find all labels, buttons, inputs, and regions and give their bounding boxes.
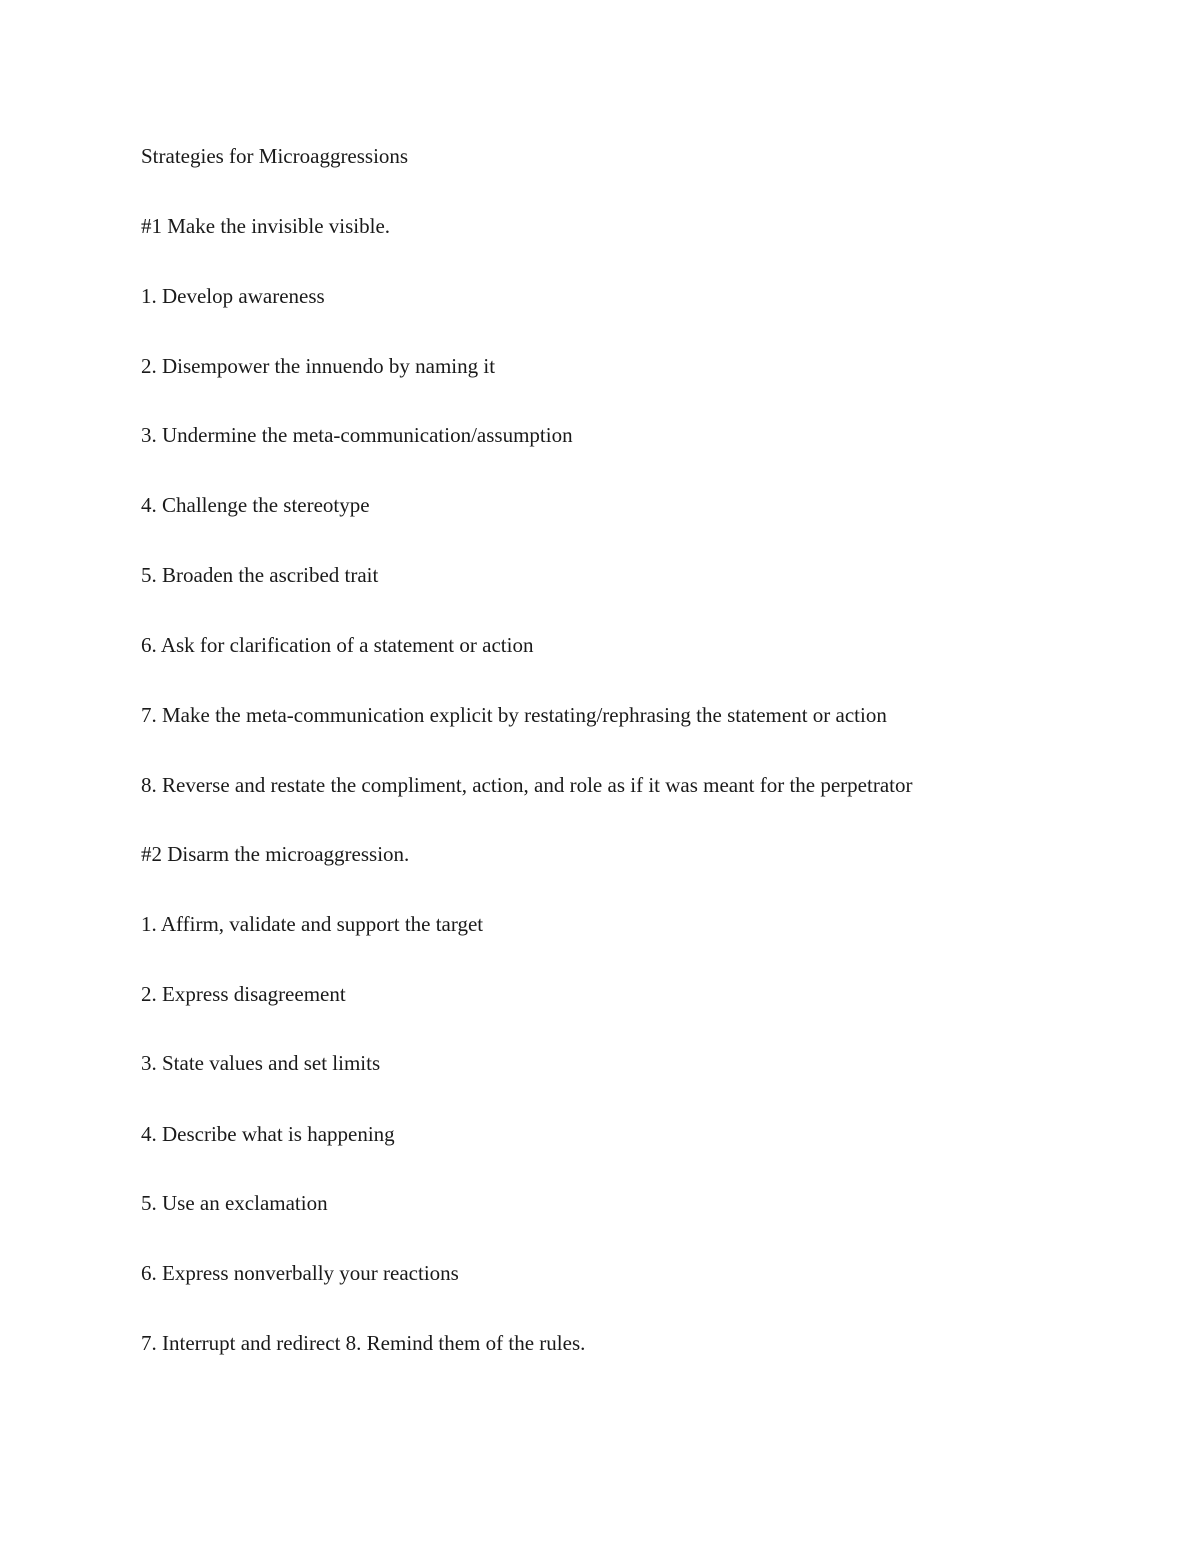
list-item: 4. Describe what is happening (141, 1122, 395, 1146)
list-item: 1. Affirm, validate and support the target (141, 912, 484, 936)
section-heading-2: #2 Disarm the microaggression. (141, 842, 410, 866)
list-item: 2. Express disagreement (141, 982, 346, 1006)
list-item: 6. Ask for clarification of a statement or action (141, 633, 534, 657)
list-item: 7. Make the meta-communication explicit by restating/rephrasing the statement or action (141, 703, 887, 727)
section-heading-1: #1 Make the invisible visible. (141, 214, 391, 238)
list-item: 7. Interrupt and redirect 8. Remind them of the rules. (141, 1331, 586, 1355)
list-item: 2. Disempower the innuendo by naming it (141, 354, 496, 378)
list-item: 6. Express nonverbally your reactions (141, 1261, 459, 1285)
list-item: 8. Reverse and restate the compliment, action, and role as if it was meant for the perpetrator (141, 773, 913, 797)
document-title: Strategies for Microaggressions (141, 144, 409, 168)
list-item: 3. State values and set limits (141, 1051, 381, 1075)
list-item: 5. Broaden the ascribed trait (141, 563, 379, 587)
list-item: 4. Challenge the stereotype (141, 493, 370, 517)
list-item: 3. Undermine the meta-communication/assumption (141, 423, 573, 447)
list-item: 1. Develop awareness (141, 284, 325, 308)
list-item: 5. Use an exclamation (141, 1191, 328, 1215)
